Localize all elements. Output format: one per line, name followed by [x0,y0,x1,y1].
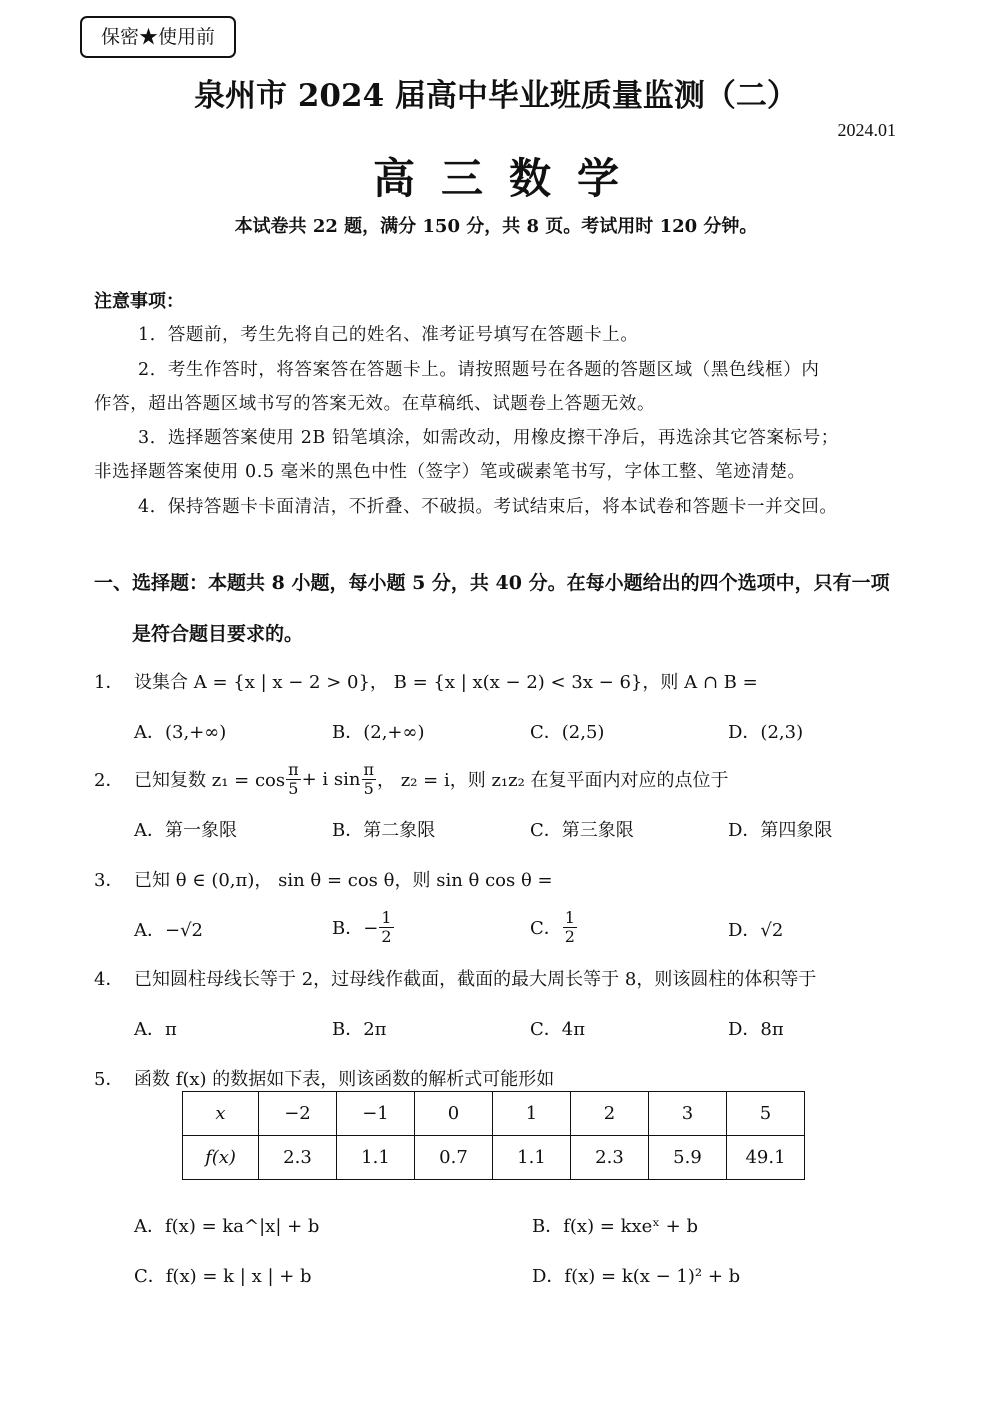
fraction [362,761,377,798]
option-d: D．√2 [728,920,784,941]
option-b: B．(2,+∞) [332,722,425,743]
table-cell: 2 [571,1092,649,1136]
table-cell: 5.9 [649,1136,727,1180]
fraction-numerator: π [288,759,299,779]
option-b [332,902,395,952]
table-cell: 0.7 [415,1136,493,1180]
exam-date: 2024.01 [837,120,896,140]
table-cell: 1.1 [337,1136,415,1180]
fraction [563,909,577,946]
fraction-numerator: 1 [381,907,392,927]
question-3-text: 已知 θ ∈ (0,π)， sin θ = cos θ，则 sin θ cos θ = [134,870,553,891]
fraction-denominator: 2 [564,926,575,946]
question-number: 1． [94,672,124,693]
table-cell: 3 [649,1092,727,1136]
option-d: D．(2,3) [728,722,804,743]
table-cell: −2 [259,1092,337,1136]
question-number: 2． [94,770,124,791]
question-number: 5． [94,1069,124,1090]
option-b: B．f(x) = kxeˣ + b [532,1216,698,1237]
q2-middle: + i sin [301,768,361,790]
option-c [530,902,578,952]
question-4-text: 已知圆柱母线长等于 2，过母线作截面，截面的最大周长等于 8，则该圆柱的体积等于 [134,969,817,990]
fraction [286,761,301,798]
option-c: C．第三象限 [530,820,634,841]
section-heading-cont: 是符合题目要求的。 [132,623,304,645]
notice-item: 3．选择题答案使用 2B 铅笔填涂，如需改动，用橡皮擦干净后，再选涂其它答案标号； [138,428,839,448]
question-2-text [134,754,729,804]
function-value-table [182,1091,805,1180]
option-c: C．(2,5) [530,722,605,743]
table-row [183,1136,805,1180]
question-1-text: 设集合 A = {x | x − 2 > 0}， B = {x | x(x − 2) < 3x − 6}，则 A ∩ B = [134,672,758,693]
option-a: A．f(x) = ka^|x| + b [134,1216,320,1237]
option-a: A．第一象限 [134,820,237,841]
table-header-fx: f(x) [183,1136,259,1180]
section-heading: 一、选择题：本题共 8 小题，每小题 5 分，共 40 分。在每小题给出的四个选项中，只有一项 [94,572,890,594]
notice-item: 4．保持答题卡卡面清洁，不折叠、不破损。考试结束后，将本试卷和答题卡一并交回。 [138,497,838,517]
option-b-label: B．− [332,918,379,939]
question-number: 3． [94,870,124,891]
option-d: D．f(x) = k(x − 1)² + b [532,1266,741,1287]
confidential-badge: 保密★使用前 [80,16,236,58]
exam-info: 本试卷共 22 题，满分 150 分，共 8 页。考试用时 120 分钟。 [234,216,758,237]
fraction-numerator: π [363,759,375,779]
table-cell: 1.1 [493,1136,571,1180]
option-d: D．8π [728,1019,784,1040]
fraction-denominator: 2 [381,926,392,946]
fraction-denominator: 5 [363,778,374,798]
table-cell: 49.1 [727,1136,805,1180]
fraction [379,909,393,946]
q2-prefix: 已知复数 z₁ = cos [134,770,286,791]
exam-title: 泉州市 2024 届高中毕业班质量监测（二） [194,78,798,114]
table-header-x: x [183,1092,259,1136]
notice-item: 作答，超出答题区域书写的答案无效。在草稿纸、试题卷上答题无效。 [94,394,656,414]
option-a: A．(3,+∞) [134,722,227,743]
fraction-numerator: 1 [564,907,575,927]
question-5-text: 函数 f(x) 的数据如下表，则该函数的解析式可能形如 [134,1069,555,1090]
q2-suffix: ， z₂ = i，则 z₁z₂ 在复平面内对应的点位于 [377,770,729,791]
notice-item: 非选择题答案使用 0.5 毫米的黑色中性（签字）笔或碳素笔书写，字体工整、笔迹清楚。 [94,462,806,482]
table-cell: 1 [493,1092,571,1136]
table-cell: 5 [727,1092,805,1136]
option-b: B．第二象限 [332,820,436,841]
fraction-denominator: 5 [288,778,299,798]
table-cell: 0 [415,1092,493,1136]
table-cell: 2.3 [571,1136,649,1180]
option-c-label: C． [530,918,562,939]
subject-title: 高三数学 [372,154,645,203]
option-c: C．f(x) = k | x | + b [134,1266,312,1287]
option-a: A．−√2 [134,920,204,941]
option-d: D．第四象限 [728,820,833,841]
option-b: B．2π [332,1019,387,1040]
table-row [183,1092,805,1136]
notice-heading: 注意事项： [94,291,184,312]
table-cell: 2.3 [259,1136,337,1180]
notice-item: 2．考生作答时，将答案答在答题卡上。请按照题号在各题的答题区域（黑色线框）内 [138,360,820,380]
option-c: C．4π [530,1019,586,1040]
notice-item: 1．答题前，考生先将自己的姓名、准考证号填写在答题卡上。 [138,325,639,345]
option-a: A．π [134,1019,177,1040]
question-number: 4． [94,969,124,990]
table-cell: −1 [337,1092,415,1136]
